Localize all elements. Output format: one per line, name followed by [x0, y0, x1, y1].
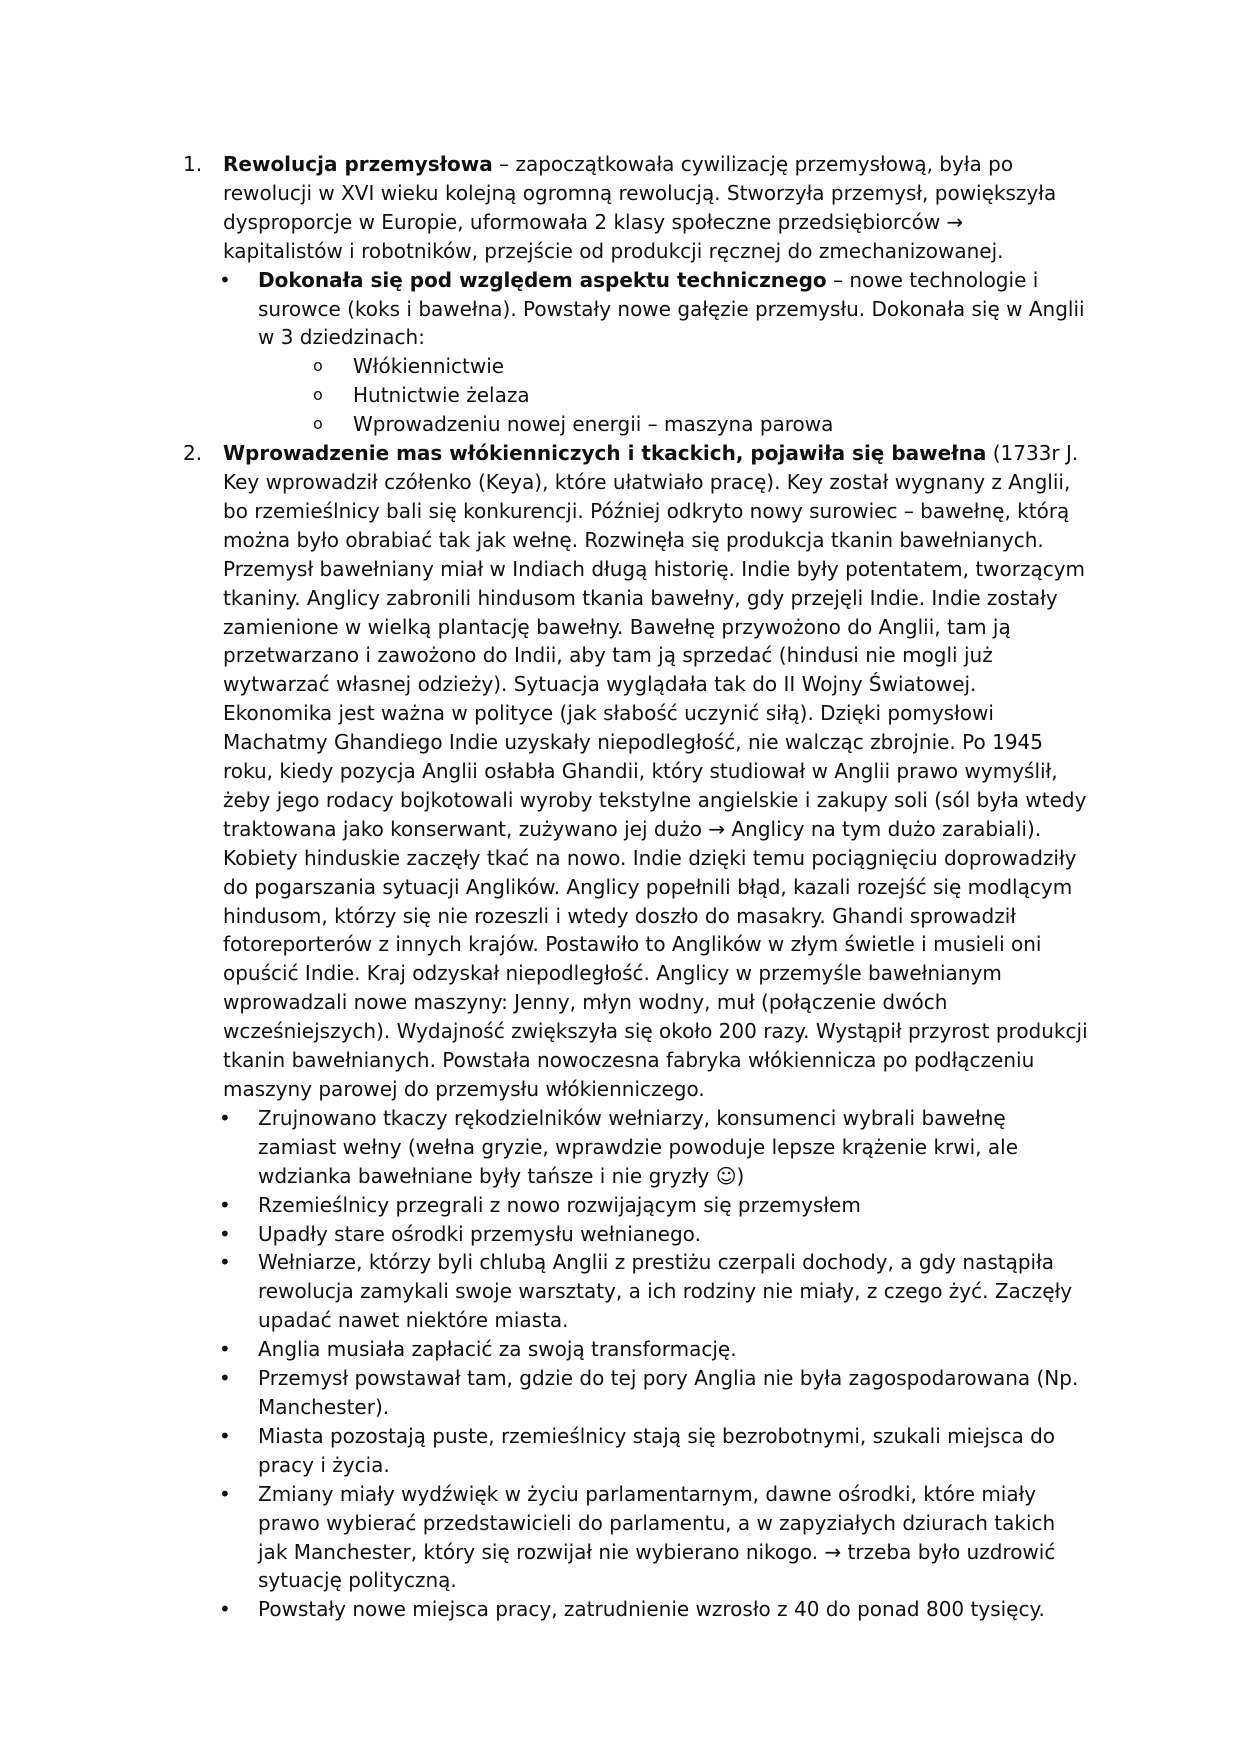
item-paragraph — [223, 150, 1088, 266]
bullet-text: – nowe technologie i surowce (koks i bawełna). Powstały nowe gałęzie przemysłu. Dokonała się w Anglii w 3 dziedzinach: — [258, 267, 1085, 350]
item-title: Wprowadzenie mas włókienniczych i tkackich, pojawiła się bawełna — [223, 441, 987, 466]
item-text: – zapoczątkowała cywilizację przemysłową, była po rewolucji w XVI wieku kolejną ogromną rewolucją. Stworzyła przemysł, powiększyła dysproporcje w Europie, uformowała 2 klasy społeczne przedsiębiorców → kapitalistów i robotników, przejście od produkcji ręcznej do zmechanizowanej. — [223, 152, 1057, 263]
bullet-item — [183, 1191, 1088, 1220]
item-title: Rewolucja przemysłowa — [223, 152, 493, 176]
bullet-icon: • — [219, 1250, 231, 1275]
item-text: (1733r J. Key wprowadził czółenko (Keya), które ułatwiało pracę). Key został wygnany z Anglii, bo rzemieślnicy bali się konkurencji. Później odkryto nowy surowiec – bawełnę, którą można było obrabiać tak jak wełnę. Rozwinęła się produkcja tkanin bawełnianych. Przemysł bawełniany miał w Indiach długą historię. Indie były potentatem, tworzącym tkaniny. Anglicy zabronili hindusom tkania bawełny, gdy przejęli Indie. Indie zostały zamienione w wielką plantację bawełny. Bawełnę przywożono do Anglii, tam ją przetwarzano i zawożono do Indii, aby tam ją sprzedać (hindusi nie mogli już wytwarzać własnej odzieży). Sytuacja wyglądała tak do II Wojny Światowej. Ekonomika jest ważna w polityce (jak słabość uczynić siłą). Dzięki pomysłowi Machatmy Ghandiego Indie uzyskały niepodległość, nie walcząc zbrojnie. Po 1945 roku, kiedy pozycja Anglii osłabła Ghandii, który studiował w Anglii prawo wymyślił, żeby jego rodacy bojkotowali wyroby tekstylne angielskie i zakupy soli (sól była wtedy traktowana jako konserwant, zużywano jej dużo → Anglicy na tym dużo zarabiali). Kobiety hinduskie zaczęły tkać na nowo. Indie dzięki temu pociągnięciu doprowadziły do pogarszania sytuacji Anglików. Anglicy popełnili błąd, kazali rozejść się modlącym hindusom, którzy się nie rozeszli i wtedy doszło do masakry. Ghandi sprowadził fotoreporterów z innych krajów. Postawiło to Anglików w złym świetle i musieli oni opuścić Indie. Kraj odzyskał niepodległość. Anglicy w przemyśle bawełnianym wprowadzali nowe maszyny: Jenny, młyn wodny, muł (połączenie dwóch wcześniejszych). Wydajność zwiększyła się około 200 razy. Wystąpił przyrost produkcji tkanin bawełnianych. Powstała nowoczesna fabryka włókiennicza po podłączeniu maszyny parowej do przemysłu włókienniczego. — [223, 441, 1088, 1101]
circle-bullet-icon: o — [313, 385, 323, 405]
bullet-icon: • — [219, 1337, 231, 1362]
list-number: 1. — [183, 152, 203, 176]
bullet-icon: • — [219, 1481, 231, 1506]
list-number: 2. — [183, 441, 203, 466]
bullet-title: Dokonała się pod względem aspektu technicznego — [258, 267, 827, 292]
sub-list — [183, 352, 1088, 439]
bullet-item — [183, 1480, 1088, 1596]
bullet-item — [183, 1220, 1088, 1249]
bullet-icon: • — [219, 1105, 231, 1130]
bullet-text: Wełniarze, którzy byli chlubą Anglii z prestiżu czerpali dochody, a gdy nastąpiła rewolucja zamykali swoje warsztaty, a ich rodziny nie miały, z czego żyć. Zaczęły upadać nawet niektóre miasta. — [258, 1250, 1073, 1333]
sub-item — [183, 381, 1088, 410]
bullet-icon: • — [219, 1597, 231, 1622]
bullet-text: Zrujnowano tkaczy rękodzielników wełniarzy, konsumenci wybrali bawełnę zamiast wełny (wełna gryzie, wprawdzie powoduje lepsze krążenie krwi, ale wdzianka bawełniane były tańsze i nie gryzły ☺) — [258, 1105, 1019, 1188]
circle-bullet-icon: o — [313, 414, 323, 434]
bullet-text: Upadły stare ośrodki przemysłu wełnianego. — [258, 1221, 701, 1246]
bullet-item — [183, 1248, 1088, 1335]
list-item-2 — [183, 439, 1088, 1104]
bullet-list-1 — [183, 266, 1088, 353]
bullet-text: Anglia musiała zapłacić za swoją transformację. — [258, 1337, 737, 1362]
document-body — [183, 150, 1088, 1624]
bullet-text: Miasta pozostają puste, rzemieślnicy stają się bezrobotnymi, szukali miejsca do pracy i życia. — [258, 1423, 1056, 1477]
item-paragraph — [223, 439, 1088, 1104]
bullet-icon: • — [219, 1192, 231, 1217]
bullet-item — [183, 1422, 1088, 1480]
bullet-item — [183, 1364, 1088, 1422]
bullet-text: Zmiany miały wydźwięk w życiu parlamentarnym, dawne ośrodki, które miały prawo wybierać przedstawicieli do parlamentu, a w zapyziałych dziurach takich jak Manchester, który się rozwijał nie wybierano nikogo. → trzeba było uzdrowić sytuację polityczną. — [258, 1481, 1056, 1593]
bullet-icon: • — [219, 1221, 231, 1246]
bullet-icon: • — [219, 1366, 231, 1391]
bullet-item — [183, 1335, 1088, 1364]
bullet-item — [183, 266, 1088, 353]
bullet-icon: • — [219, 267, 231, 292]
bullet-list-2 — [183, 1104, 1088, 1624]
bullet-icon: • — [219, 1423, 231, 1448]
sub-item-text: Wprowadzeniu nowej energii – maszyna parowa — [353, 412, 834, 437]
sub-item-text: Włókiennictwie — [353, 354, 505, 379]
circle-bullet-icon: o — [313, 356, 323, 376]
bullet-text: Przemysł powstawał tam, gdzie do tej pory Anglia nie była zagospodarowana (Np. Manchester). — [258, 1366, 1079, 1419]
list-item-1 — [183, 150, 1088, 266]
sub-item — [183, 352, 1088, 381]
sub-item-text: Hutnictwie żelaza — [353, 383, 530, 408]
bullet-text: Rzemieślnicy przegrali z nowo rozwijającym się przemysłem — [258, 1192, 861, 1217]
bullet-item — [183, 1104, 1088, 1191]
bullet-text: Powstały nowe miejsca pracy, zatrudnienie wzrosło z 40 do ponad 800 tysięcy. — [258, 1597, 1045, 1622]
bullet-item — [183, 1595, 1088, 1624]
sub-item — [183, 410, 1088, 439]
